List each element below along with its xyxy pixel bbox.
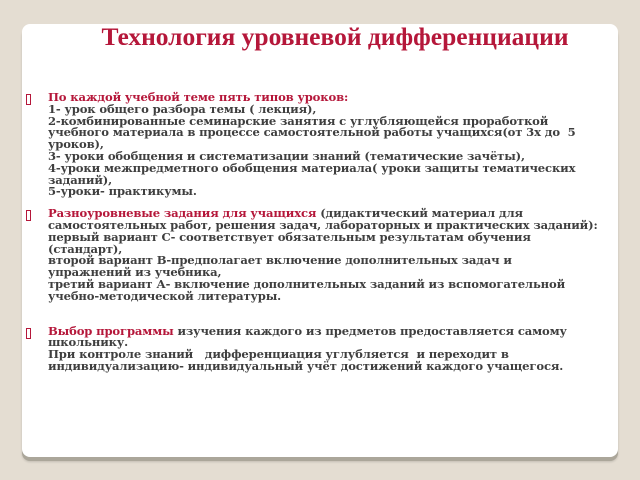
item-heading-line: Разноуровневые задания для учащихся (дидактический материал для	[48, 206, 523, 221]
item-line: уроков),	[48, 137, 104, 152]
item-line: первый вариант С- соответствует обязательным результатам обучения	[48, 229, 531, 244]
bullet-icon	[26, 328, 31, 339]
item-line: самостоятельных работ, решения задач, лабораторных и практических заданий):	[48, 217, 598, 232]
item-line: упражнений из учебника,	[48, 265, 222, 280]
item-line: учебно-методической литературы.	[48, 288, 282, 303]
item-line: 3- уроки обобщения и систематизации знаний (тематические зачёты),	[48, 148, 525, 163]
list-item-lesson-types	[48, 92, 608, 198]
item-line: второй вариант В-предполагает включение дополнительных задач и	[48, 253, 512, 268]
bullet-list	[48, 92, 608, 373]
item-heading: По каждой учебной теме пять типов уроков:	[48, 90, 349, 104]
item-line: школьнику.	[48, 335, 129, 350]
item-heading: Выбор программы	[48, 323, 174, 338]
item-line: учебного материала в процессе самостоятельной работы учащихся(от 3х до 5	[48, 125, 576, 140]
item-line: При контроле знаний дифференциация углубляется и переходит в	[48, 347, 509, 362]
bullet-icon	[26, 94, 31, 105]
item-line: 4-уроки межпредметного обобщения материала( уроки защиты тематических	[48, 160, 576, 175]
item-heading-line: Выбор программы изучения каждого из предметов предоставляется самому	[48, 323, 567, 338]
item-heading: Разноуровневые задания для учащихся	[48, 206, 317, 221]
slide-title: Технология уровневой дифференциации	[101, 22, 569, 51]
bullet-icon	[26, 210, 31, 221]
item-line: 1- урок общего разбора темы ( лекция),	[48, 101, 317, 116]
item-line: (стандарт),	[48, 241, 123, 256]
list-item-program-choice	[48, 323, 608, 373]
list-item-multilevel-tasks	[48, 208, 608, 302]
item-line: заданий),	[48, 172, 113, 187]
item-line: третий вариант А- включение дополнительных заданий из вспомогательной	[48, 276, 566, 291]
item-line: 5-уроки- практикумы.	[48, 184, 197, 199]
item-line: индивидуализацию- индивидуальный учёт достижений каждого учащегося.	[48, 358, 564, 373]
item-line: 2-комбинированные семинарские занятия с углубляющейся проработкой	[48, 113, 549, 128]
